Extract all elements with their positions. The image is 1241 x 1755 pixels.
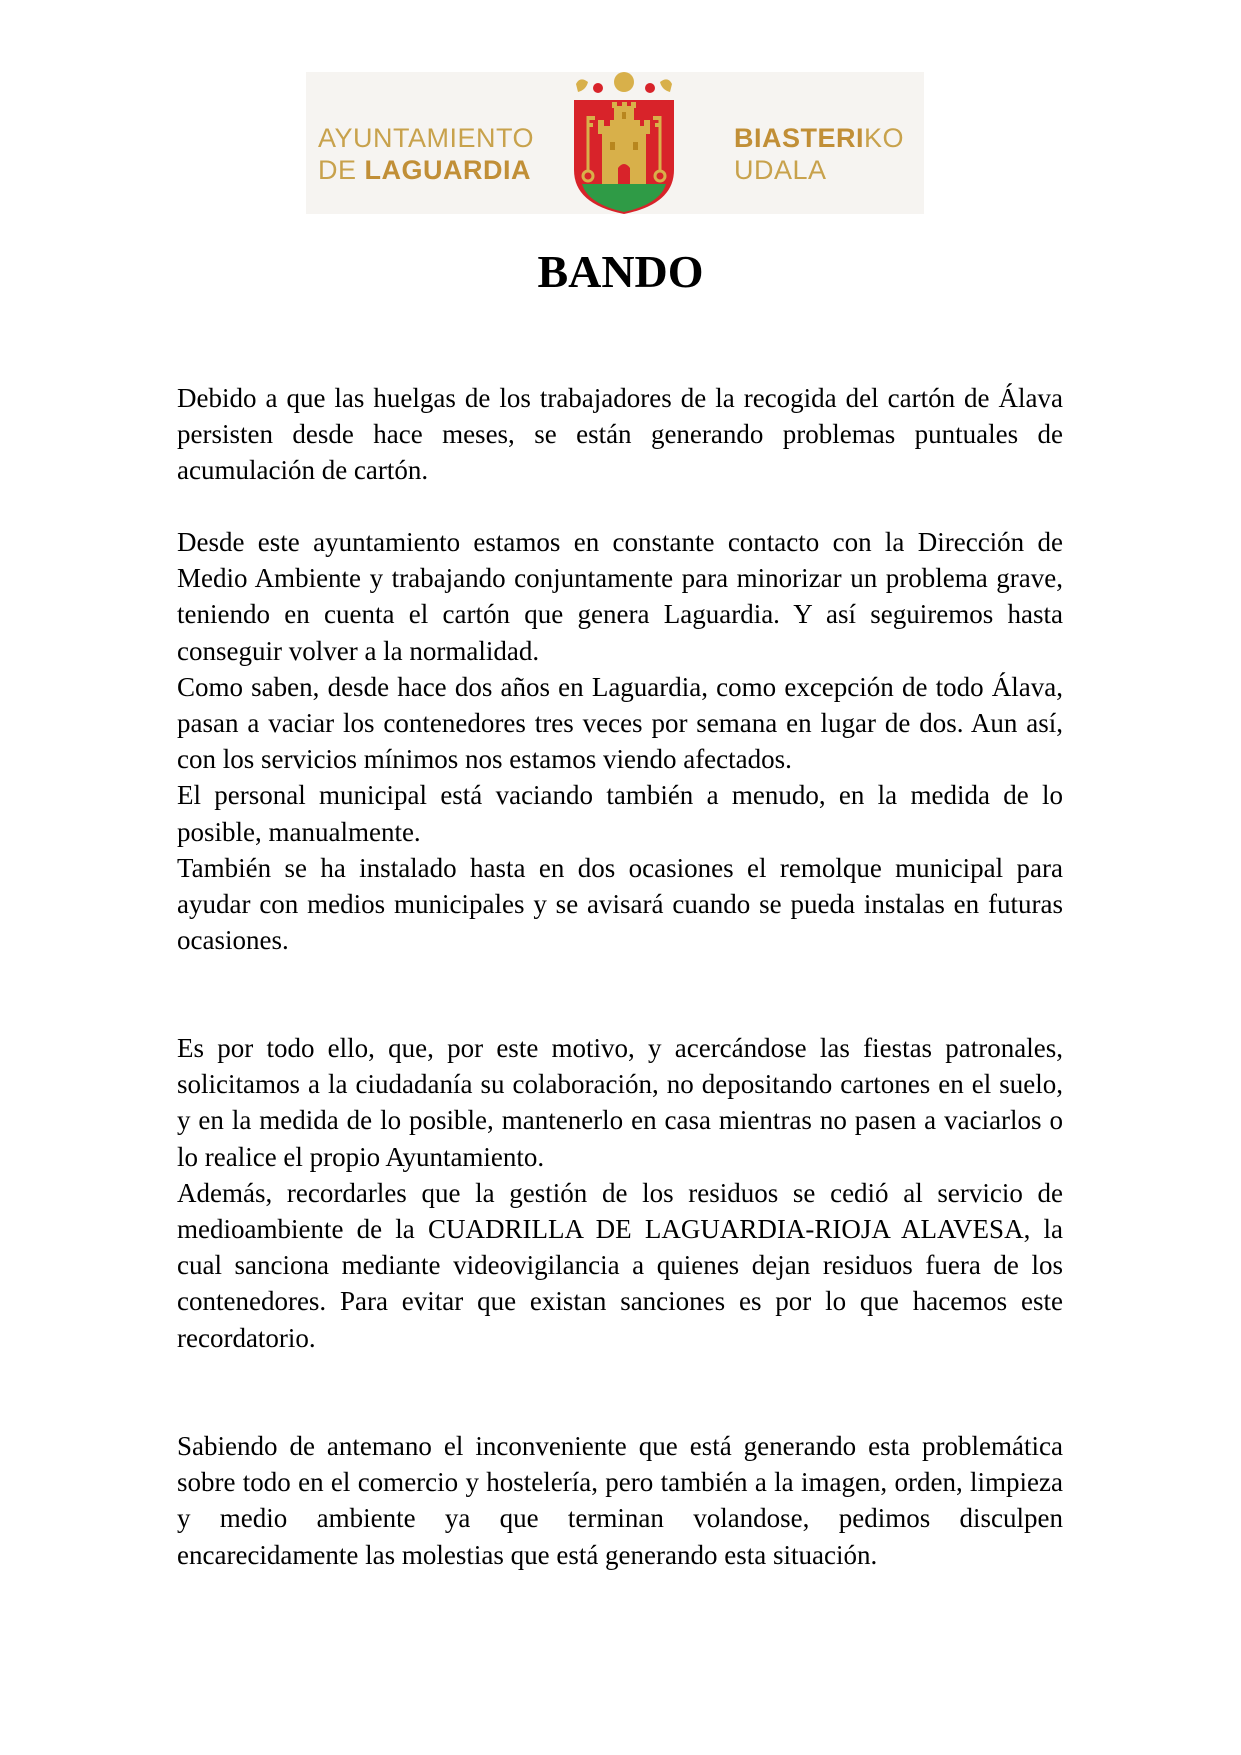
paragraph-2 xyxy=(177,524,1063,958)
logo-de-laguardia: DE LAGUARDIA xyxy=(318,155,532,185)
logo-biasteriko: BIASTERIKO xyxy=(734,123,905,153)
logo-udala: UDALA xyxy=(734,155,827,185)
paragraph-4 xyxy=(177,1428,1063,1573)
paragraph-text: Desde este ayuntamiento estamos en constante contacto con la Dirección de Medio Ambiente y trabajando conjuntamente para minorizar un problema grave, teniendo en cuenta el cartón que genera Laguardia. Y así seguiremos hasta conseguir volver a la normalidad. xyxy=(177,527,1063,666)
paragraph-text: Además, recordarles que la gestión de los residuos se cedió al servicio de medioambiente de la CUADRILLA DE LAGUARDIA-RIOJA ALAVESA, la cual sanciona mediante videovigilancia a quienes dejan residuos fuera de los contenedores. Para evitar que existan sanciones es por lo que hacemos este recordatorio. xyxy=(177,1177,1063,1353)
logo-text-basque xyxy=(734,122,924,186)
municipal-logo-banner xyxy=(306,72,924,214)
paragraph-text: Como saben, desde hace dos años en Laguardia, como excepción de todo Álava, pasan a vaciar los contenedores tres veces por semana en lugar de dos. Aun así, con los servicios mínimos nos estamos viendo afectados. xyxy=(177,671,1063,775)
paragraph-text: También se ha instalado hasta en dos ocasiones el remolque municipal para ayudar con medios municipales y se avisará cuando se pueda instalas en futuras ocasiones. xyxy=(177,852,1063,956)
paragraph-text: Sabiendo de antemano el inconveniente que está generando esta problemática sobre todo en el comercio y hostelería, pero también a la imagen, orden, limpieza y medio ambiente ya que terminan volandose, pedimos disculpen encarecidamente las molestias que está generando esta situación. xyxy=(177,1431,1063,1570)
document-title: BANDO xyxy=(537,246,704,297)
logo-text-spanish xyxy=(318,122,533,186)
logo-ayuntamiento: AYUNTAMIENTO xyxy=(318,123,535,153)
castle-coat-of-arms-icon xyxy=(568,72,680,214)
paragraph-text: Es por todo ello, que, por este motivo, y acercándose las fiestas patronales, solicitamos a la ciudadanía su colaboración, no depositando cartones en el suelo, y en la medida de lo posible, mantenerlo en casa mientras no pasen a vaciarlos o lo realice el propio Ayuntamiento. xyxy=(177,1033,1063,1172)
paragraph-3 xyxy=(177,1030,1063,1356)
paragraph-text: El personal municipal está vaciando también a menudo, en la medida de lo posible, manualmente. xyxy=(177,780,1063,847)
paragraph-text: Debido a que las huelgas de los trabajadores de la recogida del cartón de Álava persisten desde hace meses, se están generando problemas puntuales de acumulación de cartón. xyxy=(177,383,1063,486)
paragraph-1 xyxy=(177,380,1063,489)
